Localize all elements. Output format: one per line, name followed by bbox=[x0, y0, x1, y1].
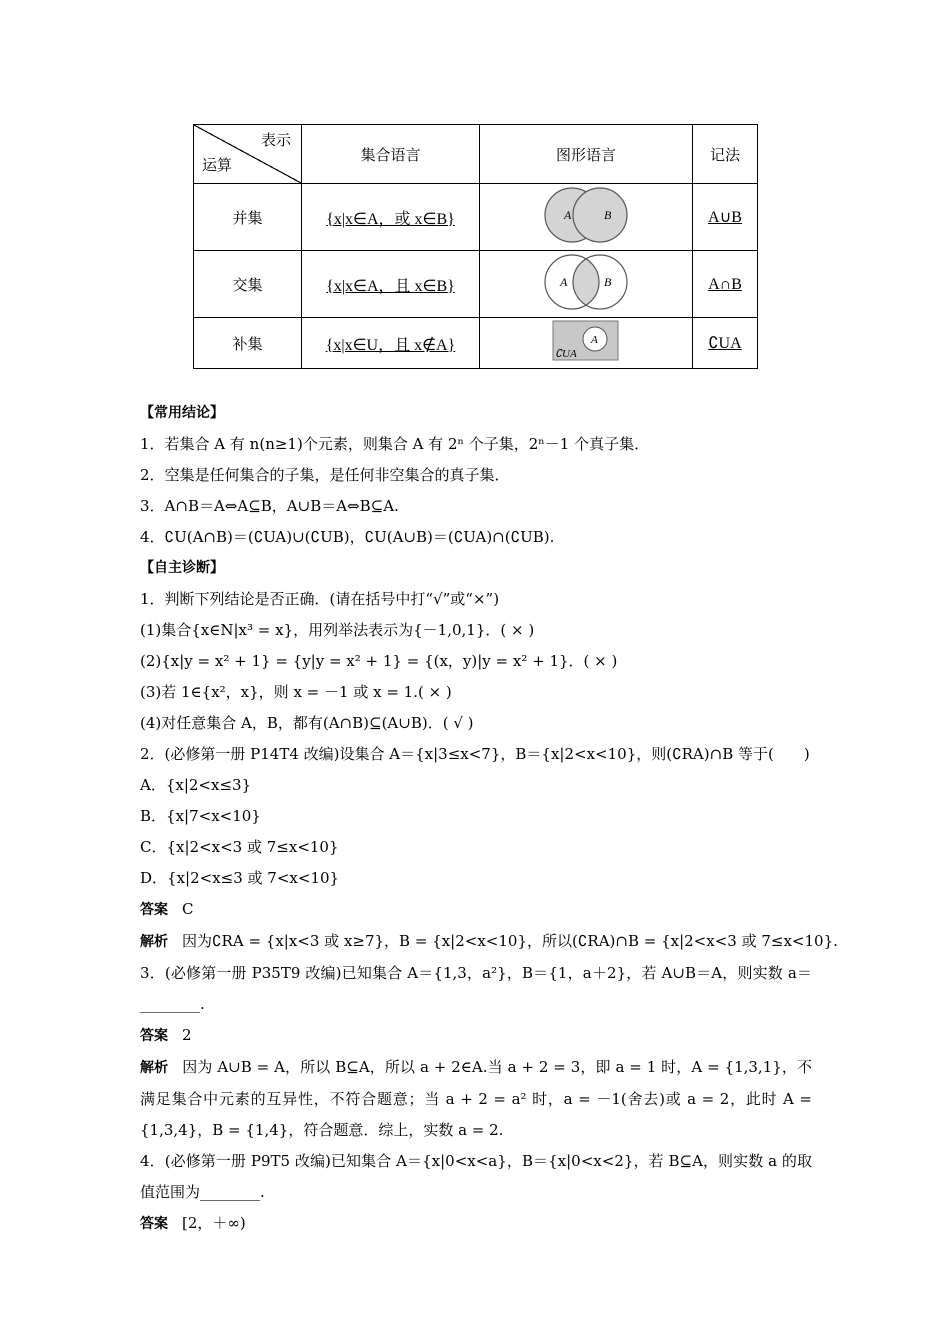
set-language: {x|x∈A，或 x∈B} bbox=[326, 210, 455, 228]
conclusion-item: 1．若集合 A 有 n(n≥1)个元素，则集合 A 有 2ⁿ 个子集，2ⁿ－1 个真子集． bbox=[140, 435, 650, 453]
venn-label-a: A bbox=[560, 275, 568, 289]
q1-stem: 1．判断下列结论是否正确．(请在括号中打“√”或“×”) bbox=[140, 590, 500, 608]
answer-value: [2，＋∞) bbox=[182, 1214, 246, 1232]
conclusion-item: 2．空集是任何集合的子集，是任何非空集合的真子集． bbox=[140, 466, 510, 484]
venn-label-u: ∁UA bbox=[555, 348, 577, 360]
document-body bbox=[140, 398, 838, 1240]
conclusion-item: 4．∁U(A∩B)＝(∁UA)∪(∁UB)，∁U(A∪B)＝(∁UA)∩(∁UB). bbox=[140, 528, 555, 546]
q3-answer bbox=[140, 1020, 812, 1052]
q2-option: A．{x|2<x≤3} bbox=[140, 776, 252, 794]
venn-label-a: A bbox=[564, 208, 572, 222]
venn-label-a: A bbox=[591, 334, 598, 346]
q3-stem: 3．(必修第一册 P35T9 改编)已知集合 A＝{1,3，a²}，B＝{1，a＋2}，若 A∪B＝A，则实数 a＝________. bbox=[140, 964, 812, 1013]
conclusions-heading: 【常用结论】 bbox=[140, 405, 224, 421]
analysis-text: 因为∁RA = {x|x<3 或 x≥7}，B = {x|2<x<10}，所以(∁RA)∩B = {x|2<x<3 或 7≤x<10}. bbox=[182, 932, 838, 950]
header-set-language: 集合语言 bbox=[302, 125, 480, 184]
set-language: {x|x∈U，且 x∉A} bbox=[325, 336, 456, 354]
notation: A∩B bbox=[708, 275, 742, 293]
answer-label: 答案 bbox=[140, 902, 168, 918]
complement-venn bbox=[480, 318, 693, 369]
analysis-label: 解析 bbox=[140, 934, 168, 950]
header-graphic-language: 图形语言 bbox=[480, 125, 693, 184]
q1-item: (1)集合{x∈N|x³ = x}，用列举法表示为{－1,0,1}．( × ) bbox=[140, 621, 535, 639]
complement-venn-diagram bbox=[551, 319, 621, 363]
notation: ∁UA bbox=[708, 335, 742, 352]
corner-cell bbox=[194, 125, 302, 184]
analysis-text: 因为 A∪B = A，所以 B⊆A，所以 a + 2∈A.当 a + 2 = 3，即 a = 1 时，A = {1,3,1}，不满足集合中元素的互异性，不符合题意；当 a + 2 = a² 时，a = －1(舍去)或 a = 2，此时 A = {1,3,4}，B = {1,4}，符合题意．综上，实数 a = 2. bbox=[140, 1058, 813, 1139]
set-language: {x|x∈A，且 x∈B} bbox=[326, 277, 455, 295]
table-row bbox=[194, 318, 758, 369]
q4-stem: 4．(必修第一册 P9T5 改编)已知集合 A＝{x|0<x<a}，B＝{x|0<x<2}，若 B⊆A，则实数 a 的取值范围为________. bbox=[140, 1152, 812, 1201]
intersection-venn bbox=[480, 251, 693, 318]
union-venn bbox=[480, 184, 693, 251]
conclusion-item: 3．A∩B＝A⇔A⊆B，A∪B＝A⇔B⊆A. bbox=[140, 497, 399, 515]
q1-item: (3)若 1∈{x²，x}，则 x = －1 或 x = 1.( × ) bbox=[140, 683, 452, 701]
venn-label-b: B bbox=[604, 208, 612, 222]
q2-analysis bbox=[140, 926, 838, 958]
answer-label: 答案 bbox=[140, 1028, 168, 1044]
q1-item: (4)对任意集合 A，B，都有(A∩B)⊆(A∪B)．( √ ) bbox=[140, 714, 474, 732]
op-name: 交集 bbox=[194, 251, 302, 318]
diagnosis-heading: 【自主诊断】 bbox=[140, 560, 224, 576]
q2-option: D．{x|2<x≤3 或 7<x<10} bbox=[140, 869, 340, 887]
q2-answer bbox=[140, 894, 812, 926]
answer-label: 答案 bbox=[140, 1216, 168, 1232]
venn-label-b: B bbox=[604, 275, 612, 289]
notation: A∪B bbox=[708, 209, 742, 226]
set-operations-table bbox=[193, 124, 758, 369]
q2-stem: 2．(必修第一册 P14T4 改编)设集合 A＝{x|3≤x<7}，B＝{x|2<x<10}，则(∁RA)∩B 等于( ) bbox=[140, 745, 810, 763]
q2-option: B．{x|7<x<10} bbox=[140, 807, 261, 825]
q2-option: C．{x|2<x<3 或 7≤x<10} bbox=[140, 838, 339, 856]
q1-item: (2){x|y = x² + 1} = {y|y = x² + 1} = {(x，y)|y = x² + 1}．( × ) bbox=[140, 652, 618, 670]
table-row bbox=[194, 251, 758, 318]
answer-value: C bbox=[182, 900, 194, 918]
corner-top-label: 表示 bbox=[260, 131, 291, 149]
union-venn-diagram bbox=[536, 185, 636, 245]
answer-value: 2 bbox=[182, 1026, 192, 1044]
corner-bottom-label: 运算 bbox=[202, 156, 233, 174]
table-row bbox=[194, 184, 758, 251]
op-name: 补集 bbox=[194, 318, 302, 369]
q4-answer bbox=[140, 1208, 812, 1240]
analysis-label: 解析 bbox=[140, 1060, 169, 1076]
intersection-venn-diagram bbox=[536, 252, 636, 312]
op-name: 并集 bbox=[194, 184, 302, 251]
q3-analysis bbox=[140, 1052, 812, 1146]
header-notation: 记法 bbox=[693, 125, 758, 184]
